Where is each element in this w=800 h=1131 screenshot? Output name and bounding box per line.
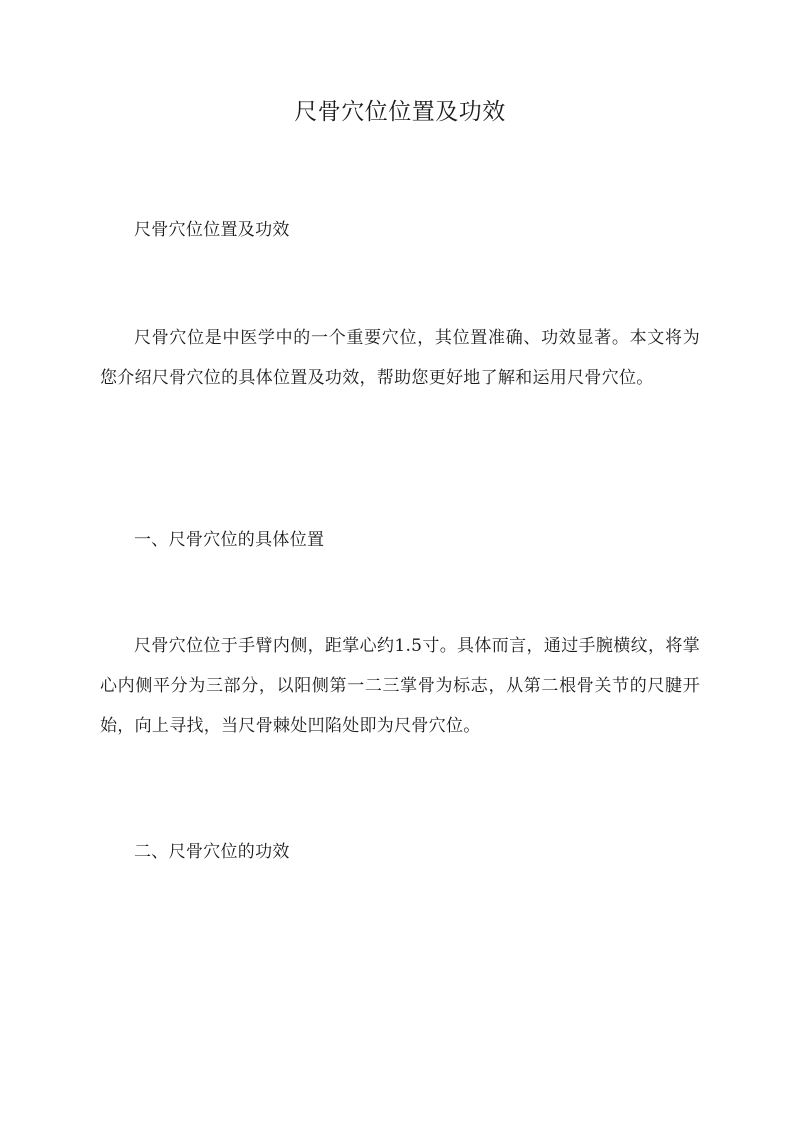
intro-paragraph: 尺骨穴位是中医学中的一个重要穴位，其位置准确、功效显著。本文将为您介绍尺骨穴位的具体位置及功效，帮助您更好地了解和运用尺骨穴位。: [100, 328, 700, 388]
document-subtitle: 尺骨穴位位置及功效: [134, 220, 290, 240]
section-1-paragraph: 尺骨穴位位于手臂内侧，距掌心约1.5寸。具体而言，通过手腕横纹，将掌心内侧平分为三部分，以阳侧第一二三掌骨为标志，从第二根骨关节的尺腱开始，向上寻找，当尺骨棘处凹陷处即为尺骨穴位。: [100, 636, 700, 736]
section-1-heading: 一、尺骨穴位的具体位置: [134, 530, 325, 550]
document-title: 尺骨穴位位置及功效: [294, 99, 506, 125]
section-2-heading: 二、尺骨穴位的功效: [134, 842, 290, 862]
